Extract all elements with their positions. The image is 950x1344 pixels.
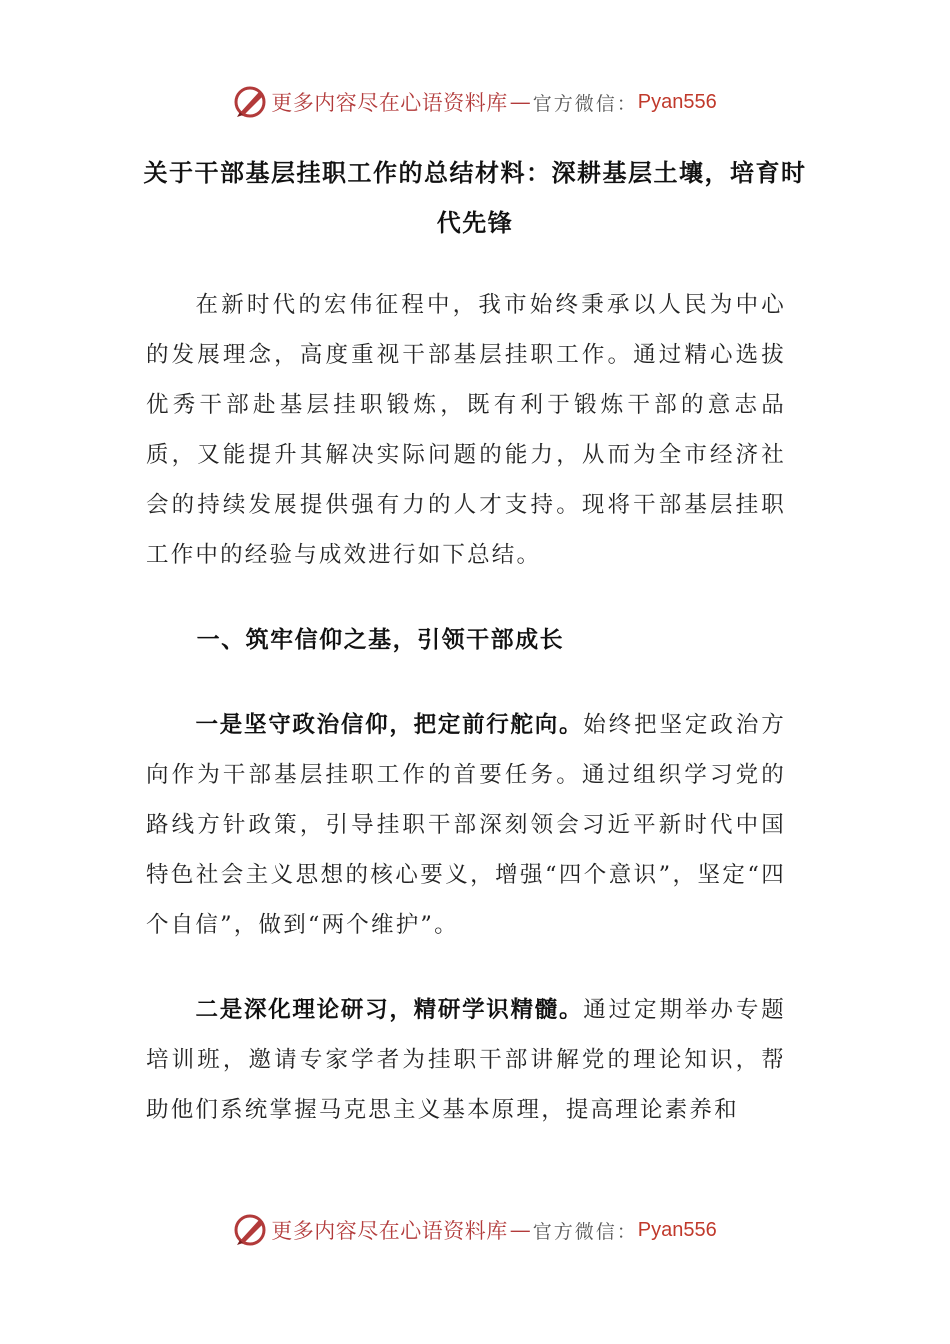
footer-wechat-id: Pyan556 bbox=[637, 1218, 717, 1241]
document-title: 关于干部基层挂职工作的总结材料：深耕基层土壤，培育时代先锋 bbox=[143, 158, 807, 237]
pen-logo-icon bbox=[233, 84, 269, 120]
section-heading: 一、筑牢信仰之基，引领干部成长 bbox=[196, 626, 565, 653]
footer-separator: — bbox=[509, 1218, 531, 1242]
intro-paragraph: 在新时代的宏伟征程中，我市始终秉承以人民为中心的发展理念，高度重视干部基层挂职工作。通过精心选拔优秀干部赴基层挂职锻炼，既有利于锻炼干部的意志品质，又能提升其解决实际问题的能力，从而为全市经济社会的持续发展提供强有力的人才支持。现将干部基层挂职工作中的经验与成效进行如下总结。 bbox=[146, 292, 786, 568]
document-body bbox=[146, 280, 786, 1135]
footer-wechat-label: 官方微信： bbox=[532, 1220, 638, 1243]
body-paragraph bbox=[146, 985, 786, 1135]
paragraph-lead: 一是坚守政治信仰，把定前行舵向。 bbox=[195, 712, 584, 738]
pen-logo-icon bbox=[233, 1212, 269, 1248]
header-wechat-label: 官方微信： bbox=[532, 92, 638, 115]
header-wechat-id: Pyan556 bbox=[637, 90, 717, 113]
paragraph-lead: 二是深化理论研习，精研学识精髓。 bbox=[195, 997, 584, 1023]
footer-banner bbox=[0, 1210, 950, 1250]
header-separator: — bbox=[509, 90, 531, 114]
footer-site-text: 更多内容尽在心语资料库 bbox=[271, 1219, 508, 1243]
header-banner bbox=[0, 82, 950, 122]
body-paragraph bbox=[146, 700, 786, 950]
paragraph-text: 通过定期举办专题培训班，邀请专家学者为挂职干部讲解党的理论知识，帮助他们系统掌握马克思主义基本原理，提高理论素养和 bbox=[146, 997, 786, 1123]
header-site-text: 更多内容尽在心语资料库 bbox=[271, 91, 508, 115]
paragraph-text: 始终把坚定政治方向作为干部基层挂职工作的首要任务。通过组织学习党的路线方针政策，引导挂职干部深刻领会习近平新时代中国特色社会主义思想的核心要义，增强“四个意识”，坚定“四个自信”，做到“两个维护”。 bbox=[146, 712, 786, 938]
